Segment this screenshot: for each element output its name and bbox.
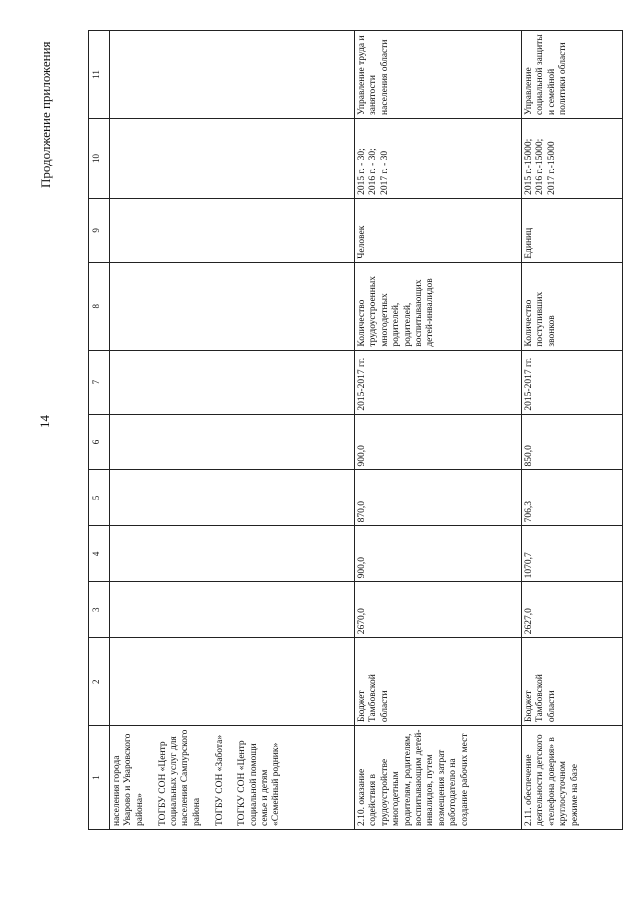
column-header: 10 [89,118,110,198]
cell-target: 2015 г. - 30; 2016 г. - 30; 2017 г. - 30 [355,118,522,198]
cell-2017 [110,414,355,470]
table-row [355,31,522,830]
cell-period [110,350,355,414]
cell-2017: 900,0 [355,414,522,470]
cell-total: 2627,0 [522,582,623,638]
cell-2015: 1070,7 [522,526,623,582]
cell-2016: 706,3 [522,470,623,526]
column-header: 2 [89,638,110,726]
column-header: 5 [89,470,110,526]
cell-funding-source [110,638,355,726]
cell-funding-source: Бюджет Тамбовской области [355,638,522,726]
cell-period: 2015-2017 гг. [355,350,522,414]
table-row [110,31,355,830]
column-header: 6 [89,414,110,470]
column-header: 7 [89,350,110,414]
cell-period: 2015-2017 гг. [522,350,623,414]
column-header: 1 [89,726,110,830]
cell-unit [110,198,355,262]
cell-2015 [110,526,355,582]
page-header: Продолжение приложения [38,41,53,188]
program-table [88,30,623,830]
cell-activity: 2.11. обеспечение деятельности детского «телефона доверия» в круглосуточном режиме на базе [522,726,623,830]
cell-target [110,118,355,198]
column-header: 9 [89,198,110,262]
cell-responsible: Управление социальной защиты и семейной политики области [522,31,623,119]
page-number: 14 [37,415,52,428]
cell-unit: Человек [355,198,522,262]
cell-2016 [110,470,355,526]
cell-2017: 850,0 [522,414,623,470]
cell-indicator: Количество поступивших звонков [522,262,623,350]
table-row [522,31,623,830]
cell-unit: Единиц [522,198,623,262]
cell-total: 2670,0 [355,582,522,638]
cell-activity: населения города Уварово и Уваровского района» ТОГБУ СОН «Центр социальных услуг для населения Сампурского района ТОГБУ СОН «Забота» ТОГКУ СОН «Центр социальной помощи семье и детям «Семейный родник» [110,726,355,830]
cell-2016: 870,0 [355,470,522,526]
column-header: 3 [89,582,110,638]
cell-total [110,582,355,638]
cell-2015: 900,0 [355,526,522,582]
column-header: 11 [89,31,110,119]
cell-funding-source: Бюджет Тамбовской области [522,638,623,726]
cell-indicator: Количество трудоустроенных многодетных родителей, родителей, воспитывающих детей-инвалидов [355,262,522,350]
cell-indicator [110,262,355,350]
cell-responsible: Управление труда и занятости населения области [355,31,522,119]
cell-responsible [110,31,355,119]
column-header: 8 [89,262,110,350]
column-header: 4 [89,526,110,582]
program-table-sheet [88,30,608,830]
header-row [89,31,110,830]
cell-target: 2015 г.-15000; 2016 г.-15000; 2017 г.-15000 [522,118,623,198]
cell-activity: 2.10. оказание содействия в трудоустройстве многодетным родителям, родителям, воспитывающим детей-инвалидов, путем возмещения затрат работодателю на создание рабочих мест [355,726,522,830]
